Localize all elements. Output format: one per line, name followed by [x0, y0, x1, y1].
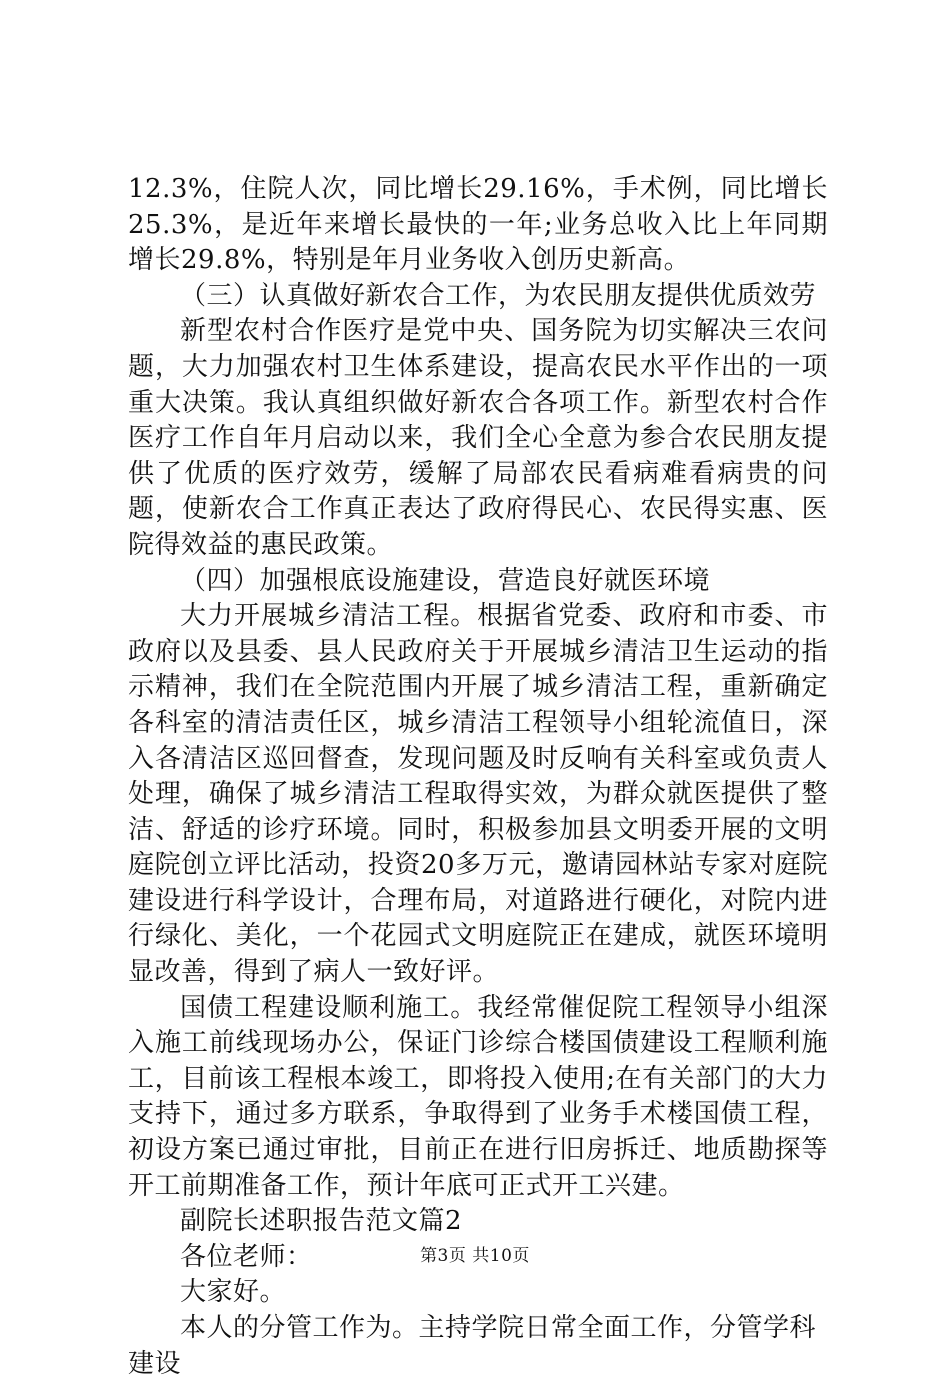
paragraph-cleanliness: 大力开展城乡清洁工程。根据省党委、政府和市委、市政府以及县委、县人民政府关于开展城乡清洁卫生运动的指示精神，我们在全院范围内开展了城乡清洁工程，重新确定各科室的清洁责任区，城乡清洁工程领导小组轮流值日，深入各清洁区巡回督查，发现问题及时反响有关科室或负责人处理，确保了城乡清洁工程取得实效，为群众就医提供了整洁、舒适的诊疗环境。同时，积极参加县文明委开展的文明庭院创立评比活动，投资20多万元，邀请园林站专家对庭院建设进行科学设计，合理布局，对道路进行硬化，对院内进行绿化、美化，一个花园式文明庭院正在建成，就医环境明显改善，得到了病人一致好评。 [128, 601, 828, 988]
section-heading-3: （三）认真做好新农合工作，为农民朋友提供优质效劳 [180, 280, 817, 311]
page-footer: 第3页 共10页 [420, 1246, 530, 1266]
paragraph-duties: 本人的分管工作为。主持学院日常全面工作，分管学科建设 [128, 1313, 817, 1379]
document-body [128, 172, 828, 1382]
article-title-2: 副院长述职报告范文篇2 [180, 1206, 463, 1237]
greeting: 大家好。 [180, 1277, 287, 1308]
section-heading-4: （四）加强根底设施建设，营造良好就医环境 [180, 565, 711, 596]
paragraph-rural-cooperative: 新型农村合作医疗是党中央、国务院为切实解决三农问题，大力加强农村卫生体系建设，提高农民水平作出的一项重大决策。我认真组织做好新农合各项工作。新型农村合作医疗工作自年月启动以来，我们全心全意为参合农民朋友提供了优质的医疗效劳，缓解了局部农民看病难看病贵的问题，使新农合工作真正表达了政府得民心、农民得实惠、医院得效益的惠民政策。 [128, 316, 828, 560]
paragraph-statistics: 12.3%，住院人次，同比增长29.16%，手术例，同比增长25.3%，是近年来增长最快的一年;业务总收入比上年同期增长29.8%，特别是年月业务收入创历史新高。 [128, 174, 828, 276]
paragraph-bond-project: 国债工程建设顺利施工。我经常催促院工程领导小组深入施工前线现场办公，保证门诊综合楼国债建设工程顺利施工，目前该工程根本竣工，即将投入使用;在有关部门的大力支持下，通过多方联系，争取得到了业务手术楼国债工程，初设方案已通过审批，目前正在进行旧房拆迁、地质勘探等开工前期准备工作，预计年底可正式开工兴建。 [128, 992, 828, 1201]
salutation: 各位老师： [180, 1241, 313, 1272]
